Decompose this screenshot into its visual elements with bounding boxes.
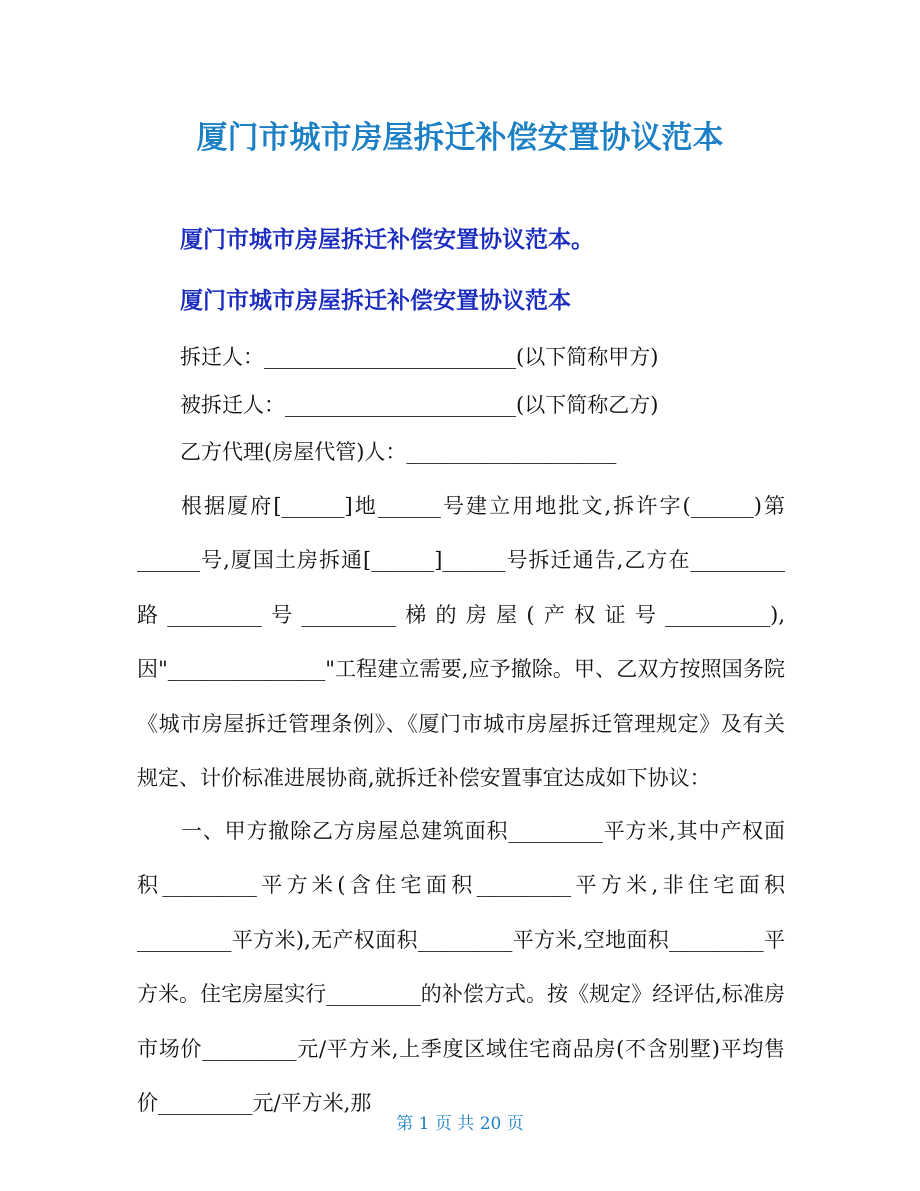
- paragraph-article-1: 一、甲方撤除乙方房屋总建筑面积_________平方米,其中产权面积_________平方米(含住宅面积_________平方米,非住宅面积_________平方米),无产权面积_________平方米,空地面积_________平方米。住宅房屋实行_________的补偿方式。按《规定》经评估,标准房市场价_________元/平方米,上季度区域住宅商品房(不含别墅)平均售价_________元/平方米,那: [137, 819, 785, 1116]
- party-a-line: 拆迁人：________________________(以下简称甲方): [180, 345, 659, 369]
- document-title: 厦门市城市房屋拆迁补偿安置协议范本: [196, 120, 724, 156]
- party-b-line: 被拆迁人：______________________(以下简称乙方): [180, 393, 659, 417]
- subheading-2: 厦门市城市房屋拆迁补偿安置协议范本: [180, 288, 571, 314]
- subheading-1: 厦门市城市房屋拆迁补偿安置协议范本。: [180, 227, 594, 253]
- paragraph-basis: 根据厦府[______]地______号建立用地批文,拆许字(______)第______号,厦国土房拆通[______]______号拆迁通告,乙方在_________路_________号_________梯的房屋(产权证号__________),因"_______________"工程建立需要,应予撤除。甲、乙双方按照国务院《城市房屋拆迁管理条例》、《厦门市城市房屋拆迁管理规定》及有关规定、计价标准进展协商,就拆迁补偿安置事宜达成如下协议：: [137, 494, 785, 791]
- agent-line: 乙方代理(房屋代管)人：____________________: [180, 440, 617, 464]
- page-number-footer: 第 1 页 共 20 页: [396, 1114, 524, 1134]
